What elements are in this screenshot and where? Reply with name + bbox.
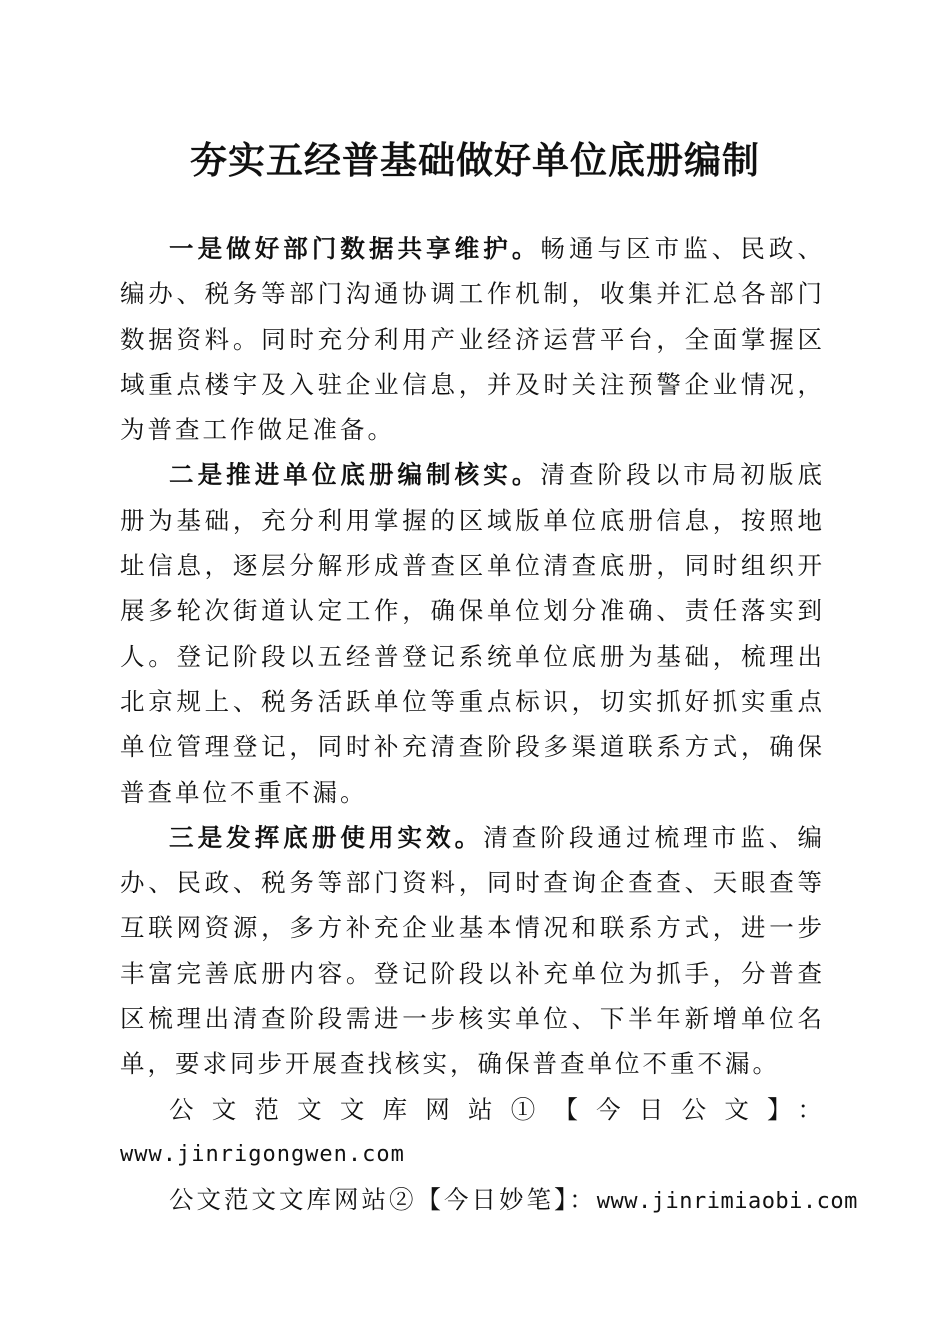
reference-2-label: 公文范文文库网站②【今日妙笔】： [169,1185,597,1215]
paragraph-3 [120,815,825,1087]
reference-2-line [120,1177,858,1224]
paragraph-3-lead: 三是发挥底册使用实效。 [169,822,484,852]
paragraph-2-lead: 二是推进单位底册编制核实。 [169,460,541,490]
reference-1-url: www.jinrigongwen.com [120,1141,405,1167]
document-body [120,226,858,1225]
reference-1-url-line [120,1132,825,1177]
paragraph-1 [120,226,825,452]
paragraph-1-lead: 一是做好部门数据共享维护。 [169,234,541,263]
paragraph-2 [120,452,825,814]
reference-2-url: www.jinrimiaobi.com [596,1189,858,1215]
paragraph-2-text: 清查阶段以市局初版底册为基础，充分利用掌握的区域版单位底册信息，按照地址信息，逐层分解形成普查区单位清查底册，同时组织开展多轮次街道认定工作，确保单位划分准确、责任落实到人。登记阶段以五经普登记系统单位底册为基础，梳理出北京规上、税务活跃单位等重点标识，切实抓好抓实重点单位管理登记，同时补充清查阶段多渠道联系方式，确保普查单位不重不漏。 [120,460,826,807]
reference-1-label: 公文范文文库网站①【今日公文】： [169,1094,825,1124]
reference-1-label-line [120,1087,825,1132]
paragraph-3-text: 清查阶段通过梳理市监、编办、民政、税务等部门资料，同时查询企查查、天眼查等互联网资源，多方补充企业基本情况和联系方式，进一步丰富完善底册内容。登记阶段以补充单位为抓手，分普查区梳理出清查阶段需进一步核实单位、下半年新增单位名单，要求同步开展查找核实，确保普查单位不重不漏。 [120,822,825,1079]
document-title: 夯实五经普基础做好单位底册编制 [190,138,760,182]
paragraph-1-text: 畅通与区市监、民政、编办、税务等部门沟通协调工作机制，收集并汇总各部门数据资料。同时充分利用产业经济运营平台，全面掌握区域重点楼宇及入驻企业信息，并及时关注预警企业情况，为普查工作做足准备。 [120,234,826,445]
